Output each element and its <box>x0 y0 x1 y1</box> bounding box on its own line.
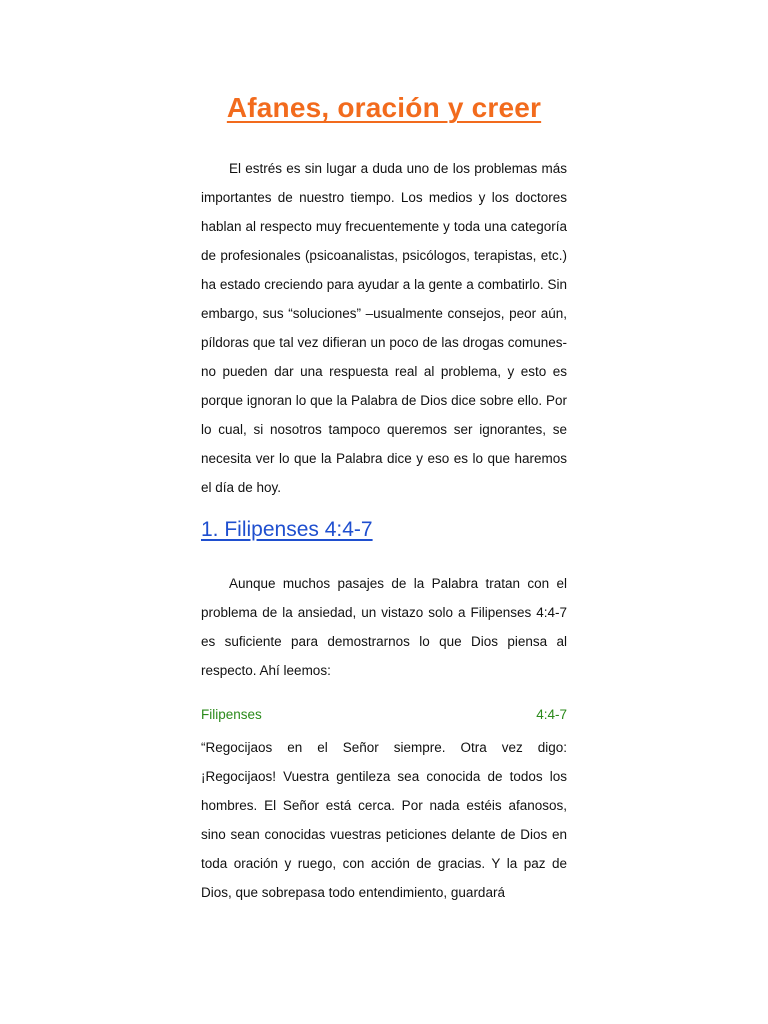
section-heading[interactable]: 1. Filipenses 4:4-7 <box>201 518 373 541</box>
reference-verses: 4:4-7 <box>536 707 567 722</box>
section-paragraph-text: Aunque muchos pasajes de la Palabra tratan con el problema de la ansiedad, un vistazo solo a Filipenses 4:4-7 es suficiente para demostrarnos lo que Dios piensa al respecto. Ahí leemos: <box>201 576 567 678</box>
scripture-quote: “Regocijaos en el Señor siempre. Otra vez digo: ¡Regocijaos! Vuestra gentileza sea conocida de todos los hombres. El Señor está cerca. Por nada estéis afanosos, sino sean conocidas vuestras peticiones delante de Dios en toda oración y ruego, con acción de gracias. Y la paz de Dios, que sobrepasa todo entendimiento, guardará <box>201 740 567 900</box>
intro-paragraph-text: El estrés es sin lugar a duda uno de los problemas más importantes de nuestro tiempo. Los medios y los doctores hablan al respecto muy frecuentemente y toda una categoría de profesionales (psicoanalistas, psicólogos, terapistas, etc.) ha estado creciendo para ayudar a la gente a combatirlo. Sin embargo, sus “soluciones” –usualmente consejos, peor aún, píldoras que tal vez difieran un poco de las drogas comunes- no pueden dar una respuesta real al problema, y esto es porque ignoran lo que la Palabra de Dios dice sobre ello. Por lo cual, si nosotros tampoco queremos ser ignorantes, se necesita ver lo que la Palabra dice y eso es lo que haremos el día de hoy. <box>201 161 567 495</box>
section-paragraph <box>201 569 567 685</box>
reference-book: Filipenses <box>201 707 262 722</box>
document-title: Afanes, oración y creer <box>226 92 542 123</box>
scripture-reference <box>201 707 567 722</box>
intro-paragraph <box>201 154 567 502</box>
